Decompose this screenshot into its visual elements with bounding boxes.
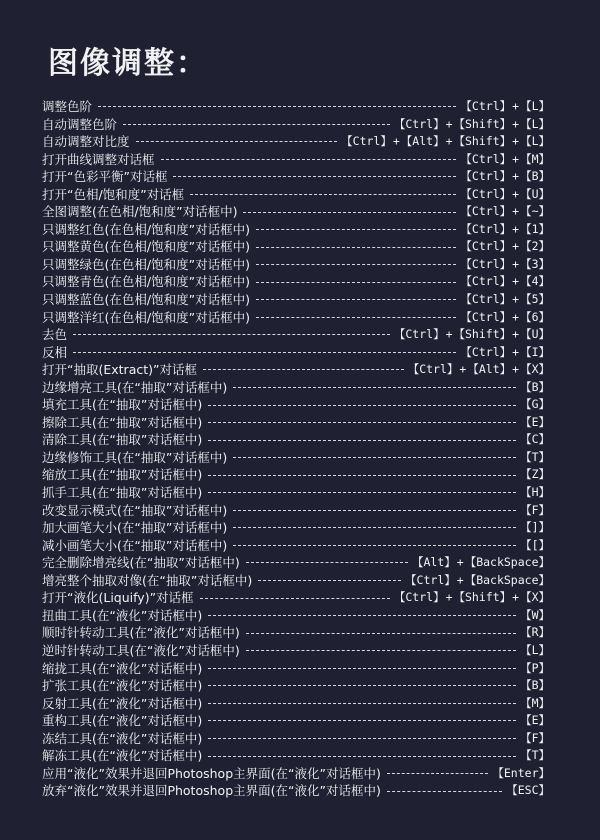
shortcut-label: 只调整红色(在色相/饱和度”对话框中) — [42, 221, 250, 237]
key-combo — [520, 677, 550, 695]
key-cap: 【 Ctrl 】 — [394, 117, 445, 131]
key-cap: 【 T 】 — [520, 450, 550, 464]
shortcut-row — [42, 98, 550, 116]
shortcut-row — [42, 133, 550, 151]
dash-leader — [256, 229, 456, 230]
key-cap: 【 L 】 — [520, 99, 550, 113]
shortcut-label: 放弃“液化”效果并退回Photoshop主界面(在“液化”对话框中) — [42, 783, 381, 799]
key-combo — [460, 238, 550, 256]
shortcut-row — [42, 151, 550, 169]
plus-sign: + — [445, 327, 453, 342]
shortcut-label: 应用“液化”效果并退回Photoshop主界面(在“液化”对话框中) — [42, 765, 381, 781]
shortcut-row — [42, 256, 550, 274]
key-combo — [408, 361, 550, 379]
shortcut-row — [42, 695, 550, 713]
shortcut-row — [42, 186, 550, 204]
key-combo — [412, 554, 550, 572]
plus-sign: + — [512, 169, 520, 184]
shortcut-label: 自动调整色阶 — [42, 116, 118, 132]
key-cap: 【 Ctrl 】 — [408, 362, 459, 376]
shortcut-row — [42, 747, 550, 765]
shortcut-label: 反相 — [42, 344, 68, 360]
dash-leader — [233, 545, 516, 546]
plus-sign: + — [512, 99, 520, 113]
key-cap: 【 Shift 】 — [454, 590, 512, 604]
key-cap: 【 E 】 — [520, 713, 550, 727]
dash-leader — [233, 510, 516, 511]
key-combo — [394, 116, 550, 134]
dash-leader — [387, 791, 502, 792]
key-cap: 【 U 】 — [520, 327, 550, 341]
dash-leader — [73, 352, 456, 353]
key-cap: 【 Enter 】 — [492, 766, 550, 780]
key-combo — [460, 203, 550, 221]
key-cap: 【 ] 】 — [520, 520, 550, 534]
key-cap: 【 Ctrl 】 — [460, 345, 511, 359]
plus-sign: + — [512, 239, 520, 254]
key-combo — [520, 519, 550, 537]
plus-sign: + — [512, 344, 520, 359]
plus-sign: + — [512, 221, 520, 236]
key-cap: 【 Ctrl 】 — [460, 239, 511, 253]
shortcut-label: 调整色阶 — [42, 99, 93, 114]
shortcut-row — [42, 484, 550, 502]
key-combo — [520, 660, 550, 678]
dash-leader — [208, 422, 516, 423]
key-cap: 【 Shift 】 — [454, 117, 512, 131]
plus-sign: + — [445, 134, 453, 149]
key-cap: 【 Ctrl 】 — [460, 99, 511, 113]
shortcut-label: 打开“抽取(Extract)”对话框 — [42, 362, 197, 378]
dash-leader — [256, 299, 456, 300]
shortcut-row — [42, 168, 550, 186]
shortcut-label: 重构工具(在“液化”对话框中) — [42, 713, 203, 729]
key-combo — [405, 572, 550, 590]
key-combo — [520, 466, 550, 484]
key-combo — [506, 782, 550, 800]
key-combo — [520, 747, 550, 765]
key-combo — [460, 256, 550, 274]
shortcut-label: 缩放工具(在“抽取”对话框中) — [42, 467, 203, 483]
key-cap: 【 U 】 — [520, 187, 550, 201]
key-cap: 【 Ctrl 】 — [394, 327, 445, 341]
shortcut-row — [42, 344, 550, 362]
shortcut-row — [42, 449, 550, 467]
shortcut-label: 只调整蓝色(在色相/饱和度”对话框中) — [42, 292, 250, 308]
plus-sign: + — [445, 116, 453, 131]
key-combo — [460, 168, 550, 186]
dash-leader — [256, 317, 456, 318]
key-combo — [394, 326, 550, 344]
key-combo — [520, 449, 550, 467]
plus-sign: + — [512, 274, 520, 289]
shortcut-label: 只调整洋红(在色相/饱和度”对话框中) — [42, 309, 250, 325]
key-cap: 【 5 】 — [520, 292, 550, 306]
shortcut-row — [42, 607, 550, 625]
key-cap: 【 Z 】 — [520, 467, 550, 481]
dash-leader — [246, 633, 516, 634]
shortcut-row — [42, 203, 550, 221]
key-cap: 【 2 】 — [520, 239, 550, 253]
plus-sign: + — [512, 134, 520, 149]
dash-leader — [243, 212, 456, 213]
shortcut-row — [42, 379, 550, 397]
plus-sign: + — [512, 186, 520, 201]
dash-leader — [387, 773, 489, 774]
key-cap: 【 Shift 】 — [454, 327, 512, 341]
shortcut-row — [42, 273, 550, 291]
key-cap: 【 Ctrl 】 — [460, 169, 511, 183]
key-cap: 【 W 】 — [520, 608, 550, 622]
plus-sign: + — [445, 590, 453, 605]
shortcut-label: 只调整青色(在色相/饱和度”对话框中) — [42, 274, 250, 290]
dash-leader — [246, 650, 516, 651]
shortcut-label: 去色 — [42, 327, 68, 343]
shortcut-row — [42, 782, 550, 800]
shortcut-list — [42, 98, 550, 800]
dash-leader — [208, 440, 516, 441]
key-cap: 【 Ctrl 】 — [460, 222, 511, 236]
key-cap: 【 Alt 】 — [467, 362, 511, 376]
shortcut-row — [42, 712, 550, 730]
shortcut-label: 边缘修饰工具(在“抽取”对话框中) — [42, 449, 228, 465]
key-cap: 【 ~ 】 — [520, 204, 550, 218]
shortcut-label: 打开“液化(Liquify)”对话框 — [42, 590, 194, 606]
shortcut-row — [42, 765, 550, 783]
key-combo — [520, 642, 550, 660]
key-cap: 【 X 】 — [520, 590, 550, 604]
shortcut-row — [42, 624, 550, 642]
key-combo — [520, 396, 550, 414]
dash-leader — [233, 387, 516, 388]
key-cap: 【 Ctrl 】 — [460, 152, 511, 166]
plus-sign: + — [512, 116, 520, 131]
dash-leader — [190, 194, 456, 195]
shortcut-row — [42, 291, 550, 309]
dash-leader — [208, 668, 516, 669]
shortcut-label: 解冻工具(在“液化”对话框中) — [42, 748, 203, 764]
dash-leader — [208, 703, 516, 704]
dash-leader — [256, 247, 456, 248]
dash-leader — [208, 615, 516, 616]
plus-sign: + — [456, 555, 464, 570]
dash-leader — [173, 176, 456, 177]
shortcut-label: 反射工具(在“液化”对话框中) — [42, 695, 203, 711]
key-cap: 【 B 】 — [520, 380, 550, 394]
key-cap: 【 Ctrl 】 — [341, 134, 392, 148]
dash-leader — [246, 562, 408, 563]
dash-leader — [73, 334, 390, 335]
key-cap: 【 BackSpace 】 — [465, 555, 550, 569]
shortcut-row — [42, 572, 550, 590]
key-cap: 【 I 】 — [520, 345, 550, 359]
key-combo — [492, 765, 550, 783]
shortcut-label: 填充工具(在“抽取”对话框中) — [42, 397, 203, 413]
key-combo — [520, 730, 550, 748]
key-cap: 【 M 】 — [520, 696, 550, 710]
key-cap: 【 B 】 — [520, 678, 550, 692]
key-cap: 【 C 】 — [520, 432, 550, 446]
plus-sign: + — [512, 362, 520, 377]
shortcut-row — [42, 677, 550, 695]
key-cap: 【 Ctrl 】 — [460, 187, 511, 201]
shortcut-row — [42, 537, 550, 555]
key-cap: 【 T 】 — [520, 748, 550, 762]
shortcut-label: 扩张工具(在“液化”对话框中) — [42, 678, 203, 694]
key-cap: 【 6 】 — [520, 310, 550, 324]
shortcut-label: 改变显示模式(在“抽取”对话框中) — [42, 502, 228, 518]
key-cap: 【 Ctrl 】 — [460, 274, 511, 288]
shortcut-label: 扭曲工具(在“液化”对话框中) — [42, 607, 203, 623]
shortcut-row — [42, 660, 550, 678]
shortcut-label: 加大画笔大小(在“抽取”对话框中) — [42, 520, 228, 536]
shortcut-row — [42, 642, 550, 660]
shortcut-row — [42, 116, 550, 134]
shortcut-row — [42, 326, 550, 344]
key-combo — [460, 309, 550, 327]
key-cap: 【 3 】 — [520, 257, 550, 271]
dash-leader — [233, 457, 516, 458]
key-combo — [460, 291, 550, 309]
key-combo — [460, 186, 550, 204]
dash-leader — [208, 492, 516, 493]
shortcut-label: 擦除工具(在“抽取”对话框中) — [42, 414, 203, 430]
key-cap: 【 Ctrl 】 — [405, 573, 456, 587]
plus-sign: + — [512, 309, 520, 324]
key-cap: 【 Alt 】 — [401, 134, 445, 148]
key-cap: 【 B 】 — [520, 169, 550, 183]
shortcut-row — [42, 361, 550, 379]
key-combo — [394, 589, 550, 607]
shortcut-row — [42, 431, 550, 449]
dash-leader — [203, 369, 404, 370]
shortcut-label: 逆时针转动工具(在“液化”对话框中) — [42, 642, 240, 658]
shortcut-row — [42, 414, 550, 432]
shortcut-row — [42, 554, 550, 572]
key-combo — [460, 98, 550, 116]
shortcut-label: 增亮整个抽取对像(在“抽取”对话框中) — [42, 572, 253, 588]
dash-leader — [136, 141, 338, 142]
shortcut-row — [42, 309, 550, 327]
shortcut-label: 顺时针转动工具(在“液化”对话框中) — [42, 625, 240, 641]
dash-leader — [98, 106, 456, 107]
shortcut-label: 缩拢工具(在“液化”对话框中) — [42, 660, 203, 676]
shortcut-row — [42, 730, 550, 748]
key-cap: 【 X 】 — [520, 362, 550, 376]
key-cap: 【 Alt 】 — [412, 555, 456, 569]
plus-sign: + — [512, 151, 520, 166]
dash-leader — [208, 475, 516, 476]
shortcut-label: 打开“色相/饱和度”对话框 — [42, 186, 185, 202]
key-cap: 【 L 】 — [520, 643, 550, 657]
key-cap: 【 G 】 — [520, 397, 550, 411]
shortcut-row — [42, 221, 550, 239]
shortcut-label: 冻结工具(在“液化”对话框中) — [42, 730, 203, 746]
key-combo — [460, 344, 550, 362]
key-combo — [520, 484, 550, 502]
key-combo — [341, 133, 550, 151]
plus-sign: + — [512, 590, 520, 605]
shortcut-label: 打开曲线调整对话框 — [42, 151, 155, 167]
shortcut-row — [42, 589, 550, 607]
key-cap: 【 Shift 】 — [454, 134, 512, 148]
key-combo — [520, 379, 550, 397]
plus-sign: + — [512, 256, 520, 271]
key-cap: 【 L 】 — [520, 117, 550, 131]
dash-leader — [258, 580, 401, 581]
dash-leader — [208, 405, 516, 406]
key-cap: 【 Ctrl 】 — [460, 292, 511, 306]
plus-sign: + — [456, 572, 464, 587]
key-cap: 【 4 】 — [520, 274, 550, 288]
plus-sign: + — [392, 134, 400, 149]
key-combo — [460, 221, 550, 239]
key-cap: 【 P 】 — [520, 661, 550, 675]
shortcut-row — [42, 502, 550, 520]
plus-sign: + — [459, 362, 467, 377]
key-combo — [520, 624, 550, 642]
plus-sign: + — [512, 204, 520, 219]
shortcut-label: 自动调整对比度 — [42, 134, 130, 150]
key-combo — [460, 151, 550, 169]
key-cap: 【 1 】 — [520, 222, 550, 236]
shortcut-row — [42, 519, 550, 537]
key-cap: 【 ESC 】 — [506, 783, 550, 797]
shortcut-label: 抓手工具(在“抽取”对话框中) — [42, 485, 203, 501]
shortcut-row — [42, 466, 550, 484]
key-combo — [520, 607, 550, 625]
key-cap: 【 L 】 — [520, 134, 550, 148]
dash-leader — [208, 720, 516, 721]
key-cap: 【 H 】 — [520, 485, 550, 499]
plus-sign: + — [512, 327, 520, 342]
key-combo — [520, 414, 550, 432]
key-combo — [520, 431, 550, 449]
key-cap: 【 BackSpace 】 — [465, 573, 550, 587]
key-combo — [520, 537, 550, 555]
key-cap: 【 Ctrl 】 — [460, 257, 511, 271]
dash-leader — [200, 598, 390, 599]
key-combo — [520, 712, 550, 730]
key-cap: 【 F 】 — [520, 503, 550, 517]
shortcut-label: 只调整绿色(在色相/饱和度”对话框中) — [42, 256, 250, 272]
shortcut-label: 边缘增亮工具(在“抽取”对话框中) — [42, 379, 228, 395]
key-cap: 【 F 】 — [520, 731, 550, 745]
key-combo — [460, 273, 550, 291]
key-cap: 【 [ 】 — [520, 538, 550, 552]
plus-sign: + — [512, 292, 520, 307]
dash-leader — [208, 685, 516, 686]
dash-leader — [123, 124, 390, 125]
dash-leader — [208, 738, 516, 739]
dash-leader — [233, 527, 516, 528]
shortcut-label: 减小画笔大小(在“抽取”对话框中) — [42, 537, 228, 553]
shortcut-label: 全图调整(在色相/饱和度”对话框中) — [42, 204, 238, 220]
shortcut-label: 清除工具(在“抽取”对话框中) — [42, 432, 203, 448]
shortcut-label: 只调整黄色(在色相/饱和度”对话框中) — [42, 239, 250, 255]
shortcut-label: 完全删除增亮线(在“抽取”对话框中) — [42, 555, 240, 571]
key-cap: 【 Ctrl 】 — [460, 310, 511, 324]
dash-leader — [161, 159, 457, 160]
key-cap: 【 Ctrl 】 — [460, 204, 511, 218]
shortcut-row — [42, 238, 550, 256]
shortcut-label: 打开“色彩平衡”对话框 — [42, 169, 168, 185]
key-combo — [520, 695, 550, 713]
key-cap: 【 R 】 — [520, 625, 550, 639]
dash-leader — [256, 264, 456, 265]
shortcut-row — [42, 396, 550, 414]
key-combo — [520, 502, 550, 520]
page-title: 图像调整： — [48, 46, 208, 81]
key-cap: 【 M 】 — [520, 152, 550, 166]
dash-leader — [256, 282, 456, 283]
key-cap: 【 E 】 — [520, 415, 550, 429]
key-cap: 【 Ctrl 】 — [394, 590, 445, 604]
dash-leader — [208, 756, 516, 757]
